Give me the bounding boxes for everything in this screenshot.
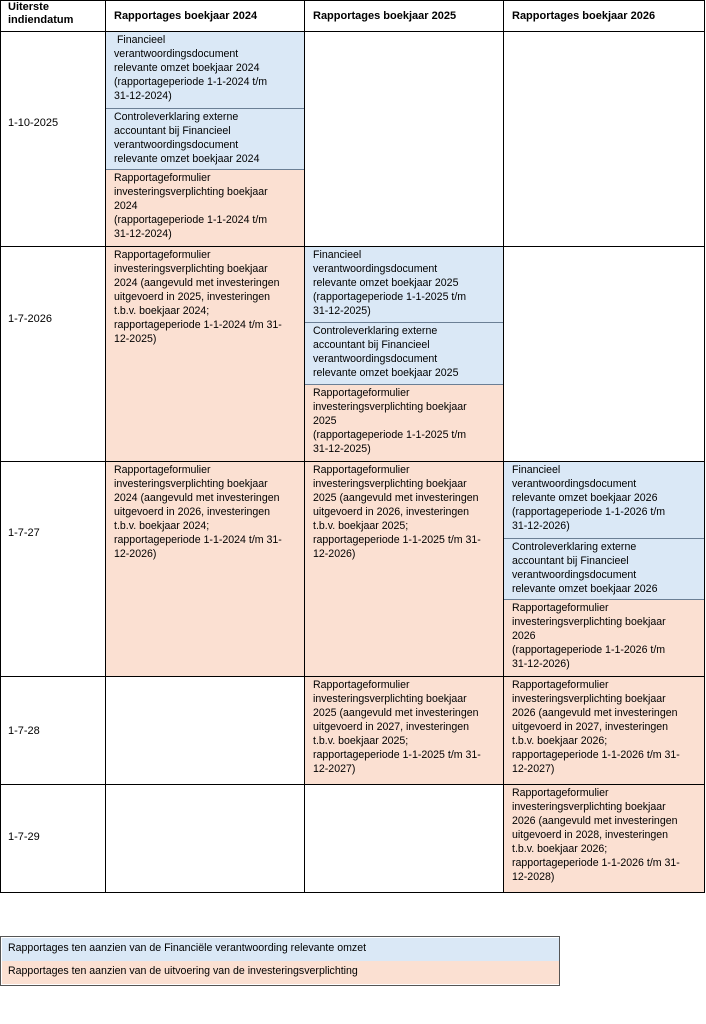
date-row-4: 1-7-28: [8, 725, 40, 737]
cell-r2-c2-investment-form: Rapportageformulier investeringsverplichting boekjaar 2025 (rapportageperiode 1-1-2025 t/m 31-12-2025): [305, 385, 504, 461]
legend-financial: Rapportages ten aanzien van de Financiële verantwoording relevante omzet: [2, 938, 559, 961]
date-row-5: 1-7-29: [8, 831, 40, 843]
cell-r3-c1-investment-form: Rapportageformulier investeringsverplichting boekjaar 2024 (aangevuld met investeringen uitgevoerd in 2026, investeringen t.b.v. boekjaar 2024; rapportageperiode 1-1-2024 t/m 31- 12-2026): [106, 462, 305, 676]
header-year-2024: Rapportages boekjaar 2024: [114, 10, 258, 22]
cell-divider: [305, 322, 504, 323]
cell-r4-c3-investment-form: Rapportageformulier investeringsverplichting boekjaar 2026 (aangevuld met investeringen uitgevoerd in 2027, investeringen t.b.v. boekjaar 2026; rapportageperiode 1-1-2026 t/m 31- 12-2027): [504, 677, 704, 784]
cell-r2-c2-audit-statement: Controleverklaring externe accountant bij Financieel verantwoordingsdocument relevante omzet boekjaar 2025: [305, 323, 504, 385]
legend-investment: Rapportages ten aanzien van de uitvoering van de investeringsverplichting: [2, 961, 559, 984]
grid-line: [0, 0, 1, 893]
cell-divider: [305, 384, 504, 385]
cell-r2-c1-investment-form: Rapportageformulier investeringsverplichting boekjaar 2024 (aangevuld met investeringen uitgevoerd in 2025, investeringen t.b.v. boekjaar 2024; rapportageperiode 1-1-2024 t/m 31- 12-2025): [106, 247, 305, 461]
cell-r3-c3-financial-doc: Financieel verantwoordingsdocument relevante omzet boekjaar 2026 (rapportageperiode 1-1-2026 t/m 31-12-2026): [504, 462, 704, 539]
grid-line: [105, 0, 106, 893]
cell-r3-c3-audit-statement: Controleverklaring externe accountant bij Financieel verantwoordingsdocument relevante omzet boekjaar 2026: [504, 539, 704, 600]
cell-r3-c3-investment-form: Rapportageformulier investeringsverplichting boekjaar 2026 (rapportageperiode 1-1-2026 t/m 31-12-2026): [504, 600, 704, 676]
cell-r2-c2-financial-doc: Financieel verantwoordingsdocument relevante omzet boekjaar 2025 (rapportageperiode 1-1-2025 t/m 31-12-2025): [305, 247, 504, 323]
date-row-3: 1-7-27: [8, 527, 40, 539]
date-row-1: 1-10-2025: [8, 117, 59, 129]
grid-line: [704, 0, 705, 893]
cell-r1-c1-audit-statement: Controleverklaring externe accountant bij Financieel verantwoordingsdocument relevante omzet boekjaar 2024: [106, 109, 305, 170]
cell-divider: [106, 169, 305, 170]
cell-r4-c2-investment-form: Rapportageformulier investeringsverplichting boekjaar 2025 (aangevuld met investeringen uitgevoerd in 2027, investeringen t.b.v. boekjaar 2025; rapportageperiode 1-1-2025 t/m 31- 12-2027): [305, 677, 504, 784]
cell-r4-c1-empty: [106, 677, 305, 784]
grid-line: [503, 0, 504, 893]
header-year-2025: Rapportages boekjaar 2025: [313, 10, 457, 22]
cell-r1-c1-financial-doc: Financieel verantwoordingsdocument relevante omzet boekjaar 2024 (rapportageperiode 1-1-2024 t/m 31-12-2024): [106, 32, 305, 109]
grid-line: [304, 0, 305, 893]
cell-r1-c1-investment-form: Rapportageformulier investeringsverplichting boekjaar 2024 (rapportageperiode 1-1-2024 t/m 31-12-2024): [106, 170, 305, 246]
cell-divider: [504, 538, 704, 539]
header-deadline: Uiterste indiendatum: [8, 1, 74, 26]
cell-r3-c2-investment-form: Rapportageformulier investeringsverplichting boekjaar 2025 (aangevuld met investeringen uitgevoerd in 2026, investeringen t.b.v. boekjaar 2025; rapportageperiode 1-1-2025 t/m 31- 12-2026): [305, 462, 504, 676]
legend: [0, 936, 560, 986]
header-year-2026: Rapportages boekjaar 2026: [512, 10, 656, 22]
cell-divider: [504, 599, 704, 600]
date-row-2: 1-7-2026: [8, 313, 53, 325]
cell-r5-c3-investment-form: Rapportageformulier investeringsverplichting boekjaar 2026 (aangevuld met investeringen uitgevoerd in 2028, investeringen t.b.v. boekjaar 2026; rapportageperiode 1-1-2026 t/m 31- 12-2028): [504, 785, 704, 892]
cell-divider: [106, 108, 305, 109]
